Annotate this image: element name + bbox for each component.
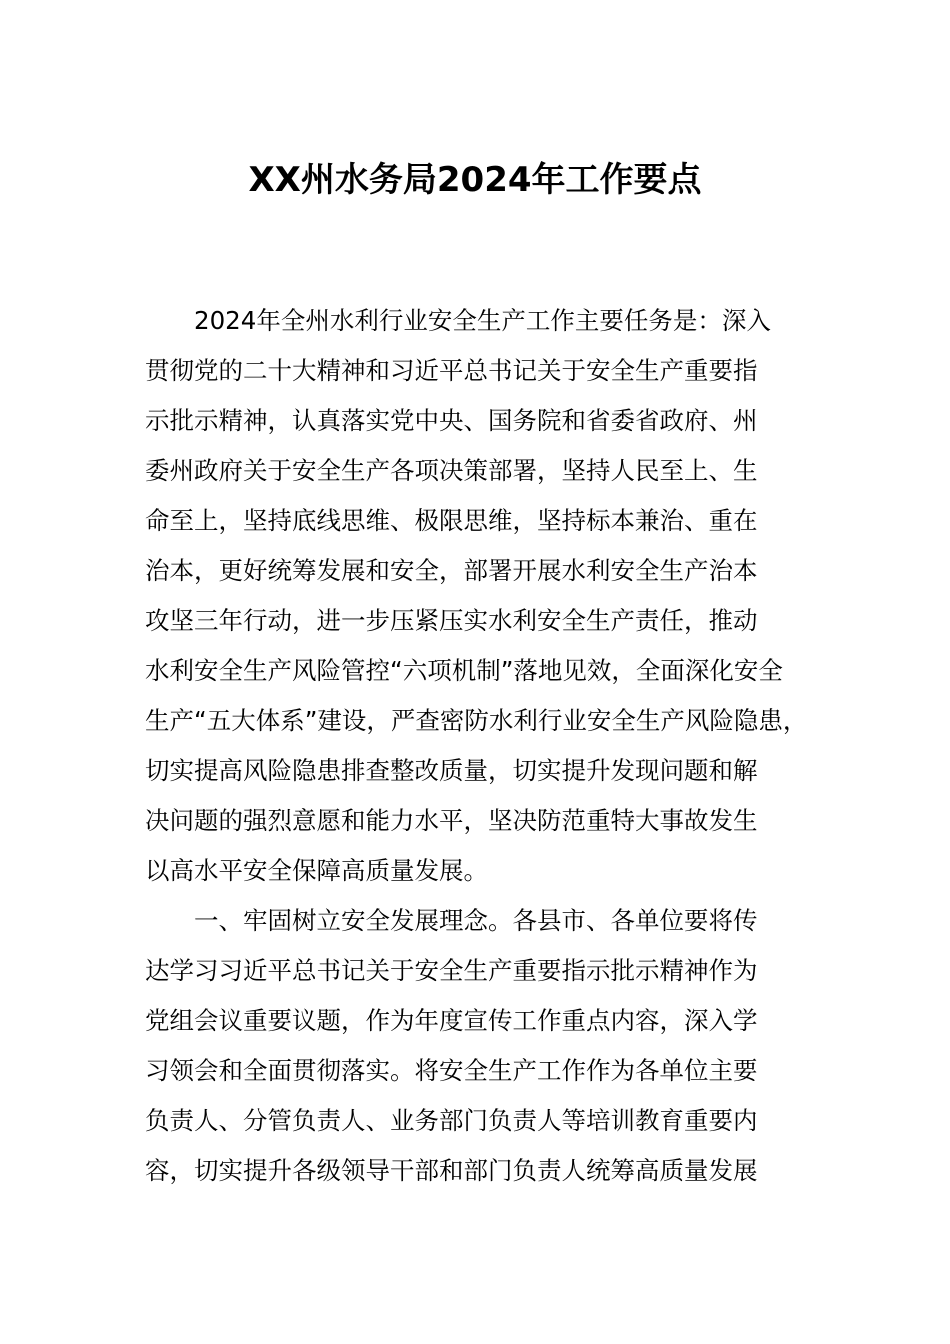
document-title: XX州水务局2024年工作要点 — [248, 160, 702, 200]
paragraph-line: 党组会议重要议题，作为年度宣传工作重点内容，深入学 — [145, 1006, 758, 1035]
paragraph-line: 水利安全生产风险管控“六项机制”落地见效，全面深化安全 — [145, 656, 783, 685]
paragraph-line: 切实提高风险隐患排查整改质量，切实提升发现问题和解 — [145, 756, 758, 785]
paragraph-line: 达学习习近平总书记关于安全生产重要指示批示精神作为 — [145, 956, 758, 985]
paragraph-line: 贯彻党的二十大精神和习近平总书记关于安全生产重要指 — [145, 356, 758, 385]
paragraph-line: 委州政府关于安全生产各项决策部署，坚持人民至上、生 — [145, 456, 758, 485]
paragraph-line: 一、牢固树立安全发展理念。各县市、各单位要将传 — [194, 906, 758, 935]
paragraph-1 — [145, 296, 820, 896]
paragraph-line: 攻坚三年行动，进一步压紧压实水利安全生产责任，推动 — [145, 606, 758, 635]
paragraph-line: 决问题的强烈意愿和能力水平，坚决防范重特大事故发生 — [145, 806, 758, 835]
paragraph-2 — [145, 896, 820, 1196]
paragraph-line: 示批示精神，认真落实党中央、国务院和省委省政府、州 — [145, 406, 758, 435]
document-body — [145, 296, 820, 1196]
paragraph-line: 命至上，坚持底线思维、极限思维，坚持标本兼治、重在 — [145, 506, 758, 535]
paragraph-line: 生产“五大体系”建设，严查密防水利行业安全生产风险隐患， — [145, 706, 808, 735]
paragraph-line: 习领会和全面贯彻落实。将安全生产工作作为各单位主要 — [145, 1056, 758, 1085]
paragraph-line: 2024年全州水利行业安全生产工作主要任务是：深入 — [194, 306, 771, 335]
paragraph-line: 治本，更好统筹发展和安全，部署开展水利安全生产治本 — [145, 556, 758, 585]
paragraph-line: 负责人、分管负责人、业务部门负责人等培训教育重要内 — [145, 1106, 758, 1135]
paragraph-line: 容，切实提升各级领导干部和部门负责人统筹高质量发展 — [145, 1156, 758, 1185]
paragraph-line: 以高水平安全保障高质量发展。 — [145, 856, 488, 885]
